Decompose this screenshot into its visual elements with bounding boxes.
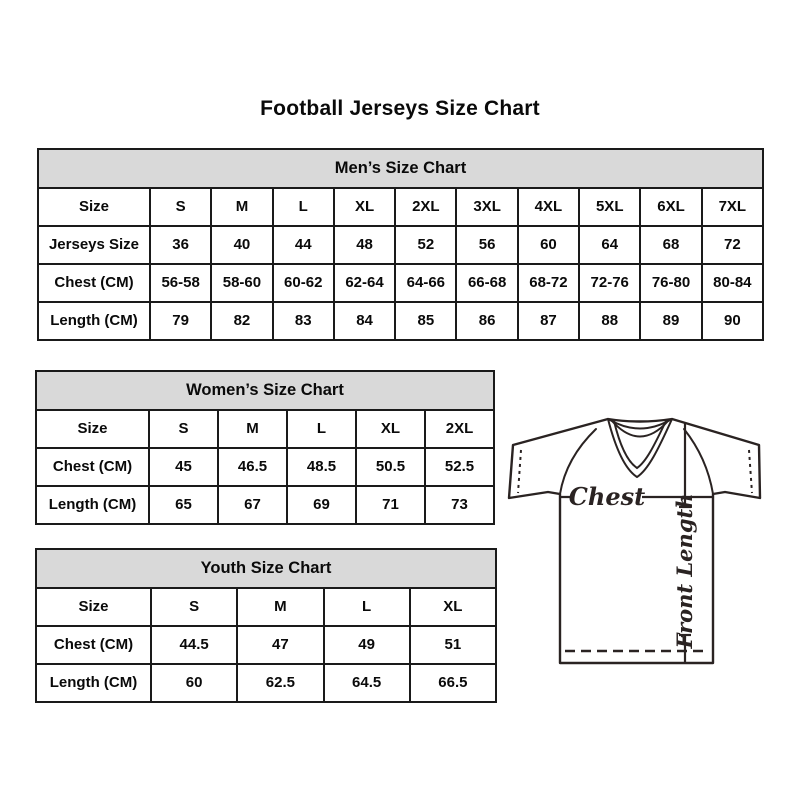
size-value-cell: 47 <box>237 626 323 664</box>
size-value-cell: 56 <box>456 226 517 264</box>
size-value-cell: 69 <box>287 486 356 524</box>
size-column-header: 3XL <box>456 188 517 226</box>
size-column-header: L <box>324 588 410 626</box>
size-column-header: 2XL <box>395 188 456 226</box>
youth-size-table <box>35 548 497 703</box>
size-value-cell: 67 <box>218 486 287 524</box>
table-title: Youth Size Chart <box>36 549 496 588</box>
size-column-header: 2XL <box>425 410 494 448</box>
row-label-cell: Length (CM) <box>36 486 149 524</box>
size-column-header: S <box>151 588 237 626</box>
size-value-cell: 62.5 <box>237 664 323 702</box>
page-title: Football Jerseys Size Chart <box>260 97 540 120</box>
size-value-cell: 64-66 <box>395 264 456 302</box>
size-value-cell: 64 <box>579 226 640 264</box>
corner-header-cell: Size <box>36 588 151 626</box>
right-cuff-stitch <box>749 450 752 493</box>
size-value-cell: 60 <box>518 226 579 264</box>
table-title: Women’s Size Chart <box>36 371 494 410</box>
table-row <box>36 588 496 626</box>
size-column-header: M <box>218 410 287 448</box>
size-value-cell: 48.5 <box>287 448 356 486</box>
size-value-cell: 45 <box>149 448 218 486</box>
table-row <box>36 664 496 702</box>
left-cuff-stitch <box>518 450 521 493</box>
row-label-cell: Chest (CM) <box>38 264 150 302</box>
table-row <box>36 410 494 448</box>
size-value-cell: 86 <box>456 302 517 340</box>
size-value-cell: 56-58 <box>150 264 211 302</box>
size-value-cell: 73 <box>425 486 494 524</box>
size-column-header: M <box>237 588 323 626</box>
size-value-cell: 68-72 <box>518 264 579 302</box>
size-value-cell: 60-62 <box>273 264 334 302</box>
size-value-cell: 90 <box>702 302 763 340</box>
right-armhole-seam <box>684 429 713 494</box>
row-label-cell: Length (CM) <box>36 664 151 702</box>
size-column-header: XL <box>410 588 496 626</box>
size-value-cell: 76-80 <box>640 264 701 302</box>
size-value-cell: 85 <box>395 302 456 340</box>
size-value-cell: 58-60 <box>211 264 272 302</box>
corner-header-cell: Size <box>38 188 150 226</box>
size-value-cell: 79 <box>150 302 211 340</box>
size-value-cell: 36 <box>150 226 211 264</box>
corner-header-cell: Size <box>36 410 149 448</box>
table-row <box>38 226 763 264</box>
size-value-cell: 48 <box>334 226 395 264</box>
size-column-header: L <box>273 188 334 226</box>
size-value-cell: 66-68 <box>456 264 517 302</box>
jersey-outline-shape <box>509 419 760 663</box>
size-column-header: 4XL <box>518 188 579 226</box>
size-value-cell: 89 <box>640 302 701 340</box>
table-row <box>38 264 763 302</box>
size-column-header: XL <box>334 188 395 226</box>
size-value-cell: 60 <box>151 664 237 702</box>
jersey-measurement-diagram <box>504 410 766 668</box>
size-value-cell: 64.5 <box>324 664 410 702</box>
size-value-cell: 72-76 <box>579 264 640 302</box>
size-value-cell: 66.5 <box>410 664 496 702</box>
size-value-cell: 51 <box>410 626 496 664</box>
size-value-cell: 71 <box>356 486 425 524</box>
table-row <box>36 486 494 524</box>
row-label-cell: Chest (CM) <box>36 448 149 486</box>
row-label-cell: Jerseys Size <box>38 226 150 264</box>
chest-label: Chest <box>568 482 646 511</box>
size-column-header: S <box>150 188 211 226</box>
size-value-cell: 68 <box>640 226 701 264</box>
front-length-label: Front Length <box>672 493 697 649</box>
table-row <box>36 448 494 486</box>
size-value-cell: 80-84 <box>702 264 763 302</box>
size-value-cell: 62-64 <box>334 264 395 302</box>
size-value-cell: 44.5 <box>151 626 237 664</box>
size-value-cell: 52 <box>395 226 456 264</box>
size-value-cell: 72 <box>702 226 763 264</box>
size-column-header: 5XL <box>579 188 640 226</box>
size-value-cell: 87 <box>518 302 579 340</box>
womens-size-table <box>35 370 495 525</box>
size-column-header: L <box>287 410 356 448</box>
size-column-header: XL <box>356 410 425 448</box>
size-value-cell: 44 <box>273 226 334 264</box>
row-label-cell: Chest (CM) <box>36 626 151 664</box>
table-row <box>36 626 496 664</box>
table-row <box>38 302 763 340</box>
size-value-cell: 49 <box>324 626 410 664</box>
size-value-cell: 40 <box>211 226 272 264</box>
table-title: Men’s Size Chart <box>38 149 763 188</box>
size-column-header: S <box>149 410 218 448</box>
size-column-header: 6XL <box>640 188 701 226</box>
size-value-cell: 46.5 <box>218 448 287 486</box>
size-column-header: 7XL <box>702 188 763 226</box>
size-value-cell: 84 <box>334 302 395 340</box>
size-column-header: M <box>211 188 272 226</box>
table-row <box>38 188 763 226</box>
size-value-cell: 52.5 <box>425 448 494 486</box>
size-value-cell: 82 <box>211 302 272 340</box>
size-value-cell: 83 <box>273 302 334 340</box>
size-value-cell: 88 <box>579 302 640 340</box>
row-label-cell: Length (CM) <box>38 302 150 340</box>
size-value-cell: 50.5 <box>356 448 425 486</box>
size-value-cell: 65 <box>149 486 218 524</box>
mens-size-table <box>37 148 764 341</box>
